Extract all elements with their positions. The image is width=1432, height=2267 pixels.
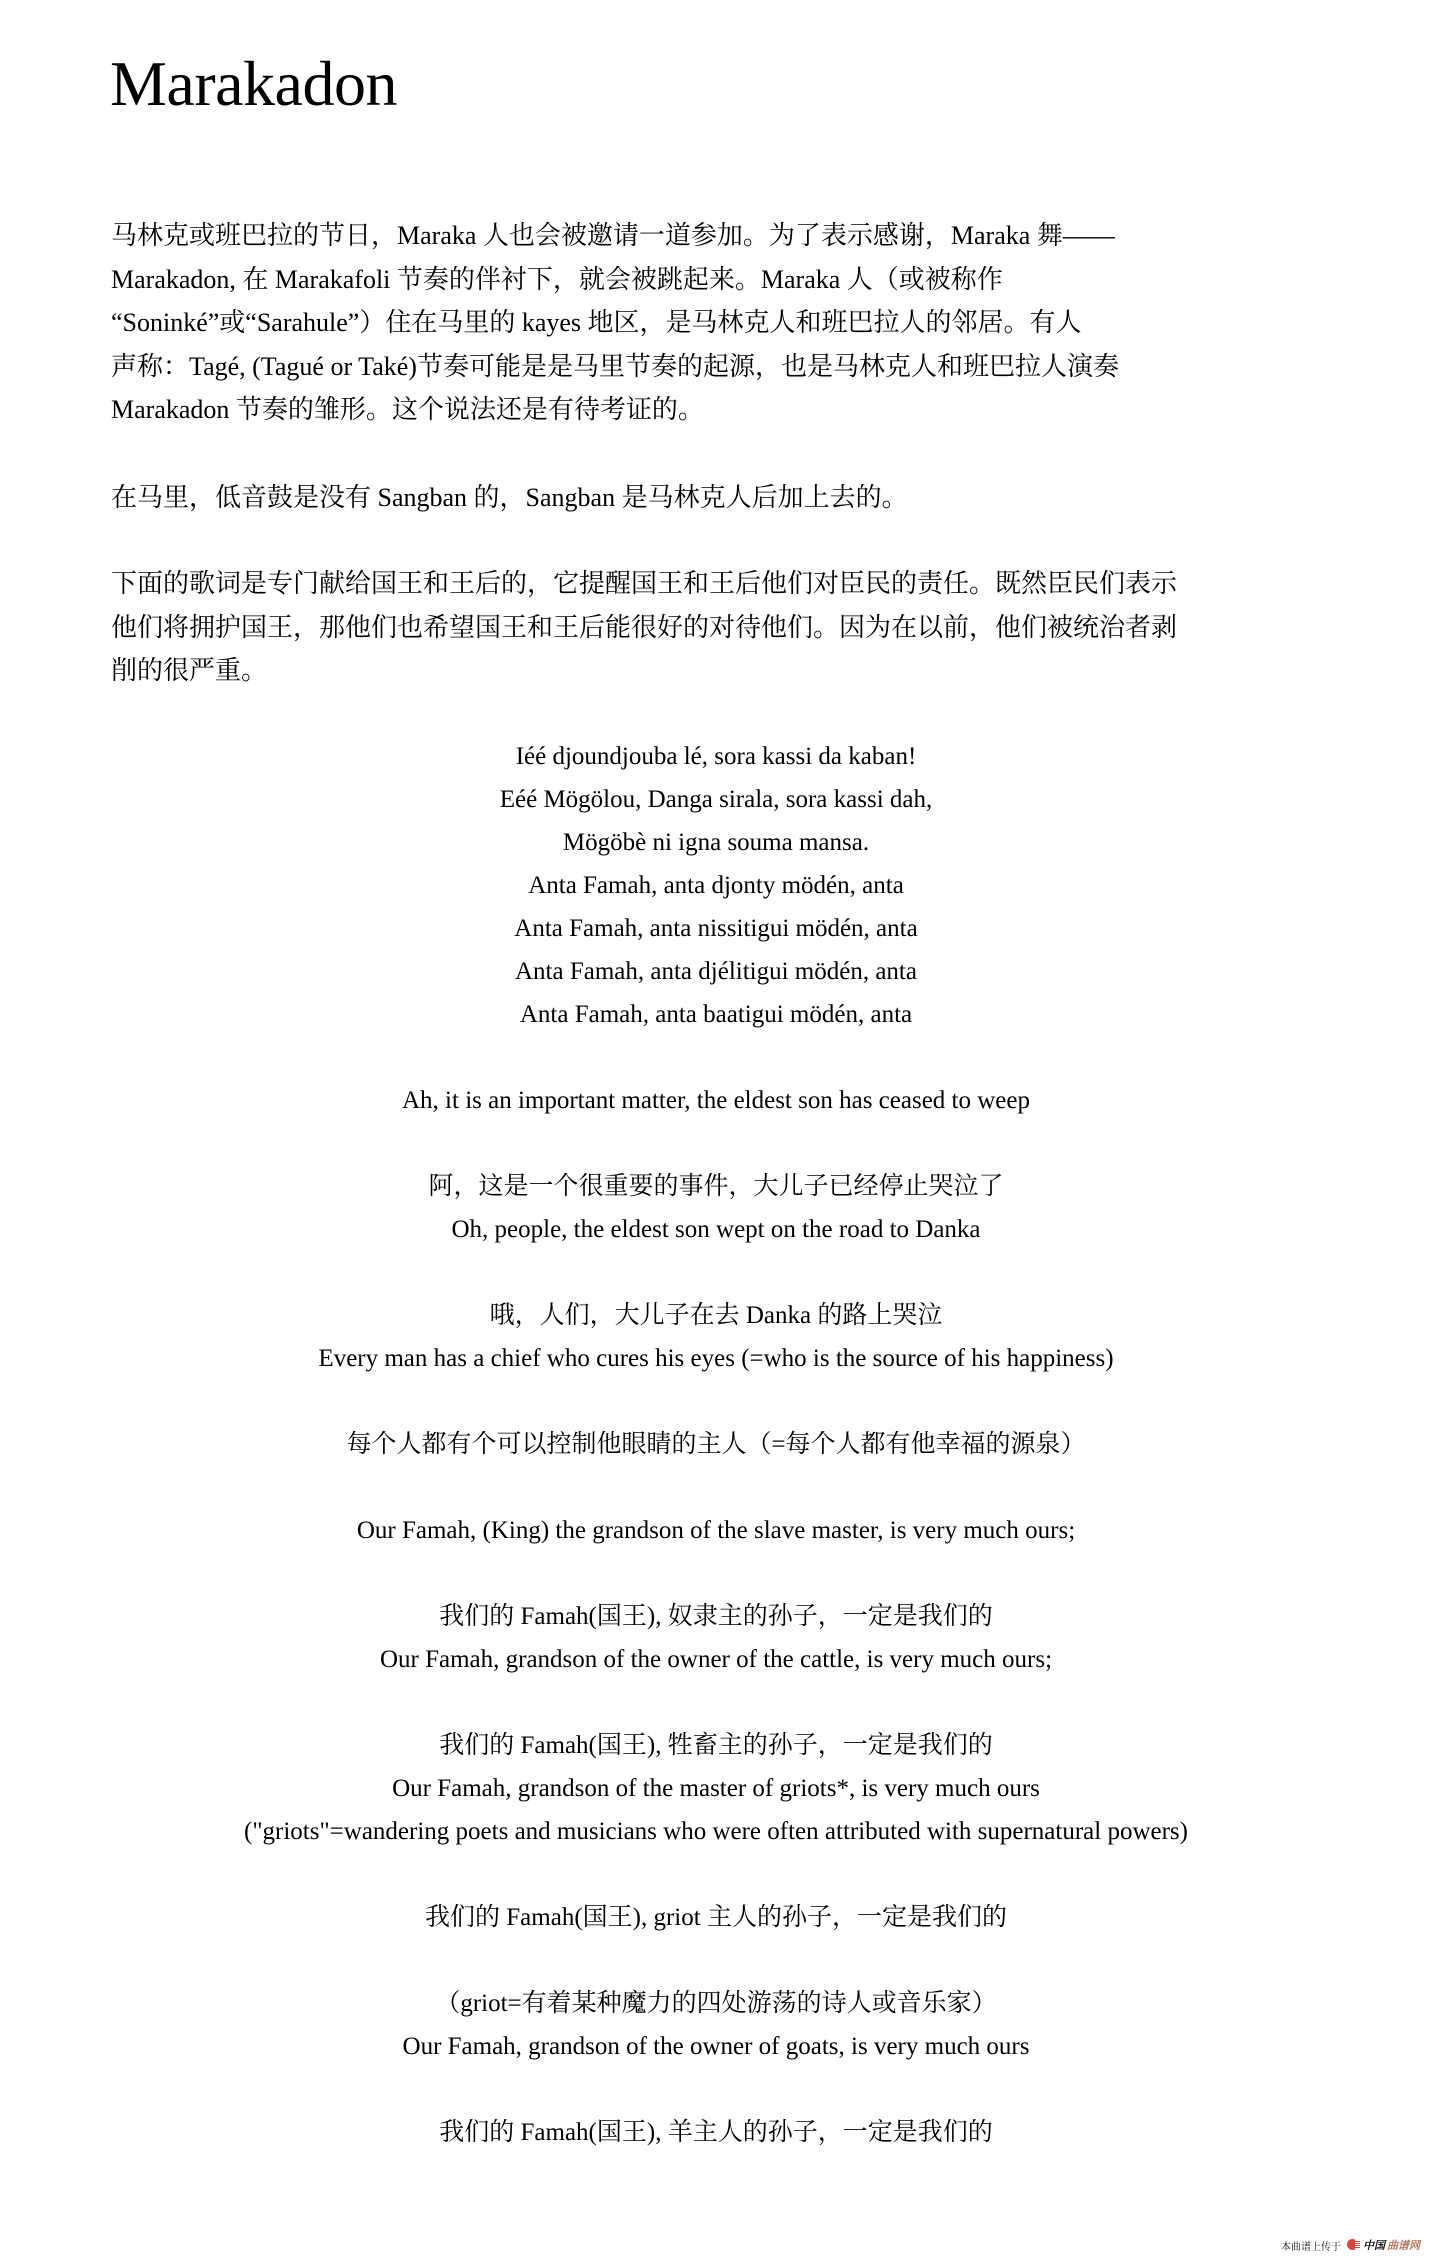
lyric-line: Iéé djoundjouba lé, sora kassi da kaban! <box>515 743 917 770</box>
lyric-spacer <box>0 1251 1432 1294</box>
lyric-spacer <box>0 1122 1432 1165</box>
lyric-line: Mögöbè ni igna souma mansa. <box>562 829 870 856</box>
lyric-spacer <box>0 1853 1432 1896</box>
site-logo[interactable] <box>1347 2237 1420 2253</box>
paragraph-line: 在马里，低音鼓是没有 Sangban 的，Sangban 是马林克人后加上去的。 <box>111 483 908 512</box>
lyric-line: Every man has a chief who cures his eyes (=who is the source of his happiness) <box>318 1345 1114 1372</box>
lyric-line: Oh, people, the eldest son wept on the road to Danka <box>451 1216 981 1243</box>
lyric-spacer <box>0 1036 1432 1079</box>
lyric-line: Anta Famah, anta baatigui mödén, anta <box>519 1001 913 1028</box>
lyric-line: Anta Famah, anta nissitigui mödén, anta <box>514 915 918 942</box>
paragraph-line: Marakadon, 在 Marakafoli 节奏的伴衬下，就会被跳起来。Maraka 人（或被称作 <box>111 264 1003 294</box>
paragraph-line: 削的很严重。 <box>111 656 268 685</box>
lyric-line: Anta Famah, anta djonty mödén, anta <box>528 872 904 899</box>
lyric-line: 我们的 Famah(国王), griot 主人的孙子，一定是我们的 <box>425 1904 1007 1931</box>
lyric-line: Our Famah, grandson of the master of griots*, is very much ours <box>392 1775 1040 1802</box>
lyric-line: 哦，人们，大儿子在去 Danka 的路上哭泣 <box>489 1302 943 1329</box>
lyric-line: Ah, it is an important matter, the eldest son has ceased to weep <box>402 1087 1030 1114</box>
lyric-spacer <box>0 2068 1432 2111</box>
sangban-paragraph <box>111 476 1311 520</box>
intro-paragraph <box>111 214 1311 432</box>
logo-text-dark: 中国 <box>1363 2239 1385 2252</box>
lyric-spacer <box>0 1552 1432 1595</box>
paragraph-line: “Soninké”或“Sarahule”）住在马里的 kayes 地区，是马林克人和班巴拉人的邻居。有人 <box>111 308 1082 337</box>
lyric-line: Our Famah, grandson of the owner of the cattle, is very much ours; <box>379 1646 1053 1673</box>
upload-source-text: 本曲谱上传于 <box>1281 2241 1341 2253</box>
paragraph-line: 下面的歌词是专门献给国王和王后的，它提醒国王和王后他们对臣民的责任。既然臣民们表示 <box>111 569 1178 598</box>
lyric-line: 我们的 Famah(国王), 奴隶主的孙子，一定是我们的 <box>439 1603 993 1630</box>
paragraph-line: 他们将拥护国王，那他们也希望国王和王后能很好的对待他们。因为在以前，他们被统治者剥 <box>111 612 1178 642</box>
paragraph-line: 声称：Tagé, (Tagué or Také)节奏可能是是马里节奏的起源，也是马林克人和班巴拉人演奏 <box>111 351 1119 381</box>
lyric-line: 每个人都有个可以控制他眼睛的主人（=每个人都有他幸福的源泉） <box>346 1431 1086 1458</box>
lyric-line: Our Famah, grandson of the owner of goats, is very much ours <box>402 2033 1030 2060</box>
paragraph-line: Marakadon 节奏的雏形。这个说法还是有待考证的。 <box>111 395 704 424</box>
lyric-spacer <box>0 1681 1432 1724</box>
page-title: Marakadon <box>110 48 397 119</box>
paragraph-line: 马林克或班巴拉的节日，Maraka 人也会被邀请一道参加。为了表示感谢，Maraka 舞—— <box>111 221 1115 250</box>
lyric-line: 我们的 Famah(国王), 羊主人的孙子，一定是我们的 <box>439 2119 993 2146</box>
lyric-spacer <box>0 1939 1432 1982</box>
watermark-footer <box>1281 2237 1420 2253</box>
lyrics-intro-paragraph <box>111 562 1311 693</box>
lyric-line: Our Famah, (King) the grandson of the slave master, is very much ours; <box>356 1517 1076 1544</box>
lyric-spacer <box>0 1466 1432 1509</box>
lyric-line: 我们的 Famah(国王), 牲畜主的孙子，一定是我们的 <box>439 1732 993 1759</box>
lyrics-block <box>0 735 1432 2154</box>
lyric-line: Anta Famah, anta djélitigui mödén, anta <box>515 958 917 985</box>
lyric-line: （griot=有着某种魔力的四处游荡的诗人或音乐家） <box>435 1990 997 2017</box>
qupu-logo-icon <box>1347 2239 1361 2251</box>
lyric-line: Eéé Mögölou, Danga sirala, sora kassi dah, <box>499 786 933 813</box>
lyric-line: ("griots"=wandering poets and musicians who were often attributed with supernatural powers) <box>244 1818 1188 1845</box>
lyric-spacer <box>0 1380 1432 1423</box>
logo-text-brown: 曲谱网 <box>1387 2239 1420 2252</box>
lyric-line: 阿，这是一个很重要的事件，大儿子已经停止哭泣了 <box>428 1173 1004 1200</box>
